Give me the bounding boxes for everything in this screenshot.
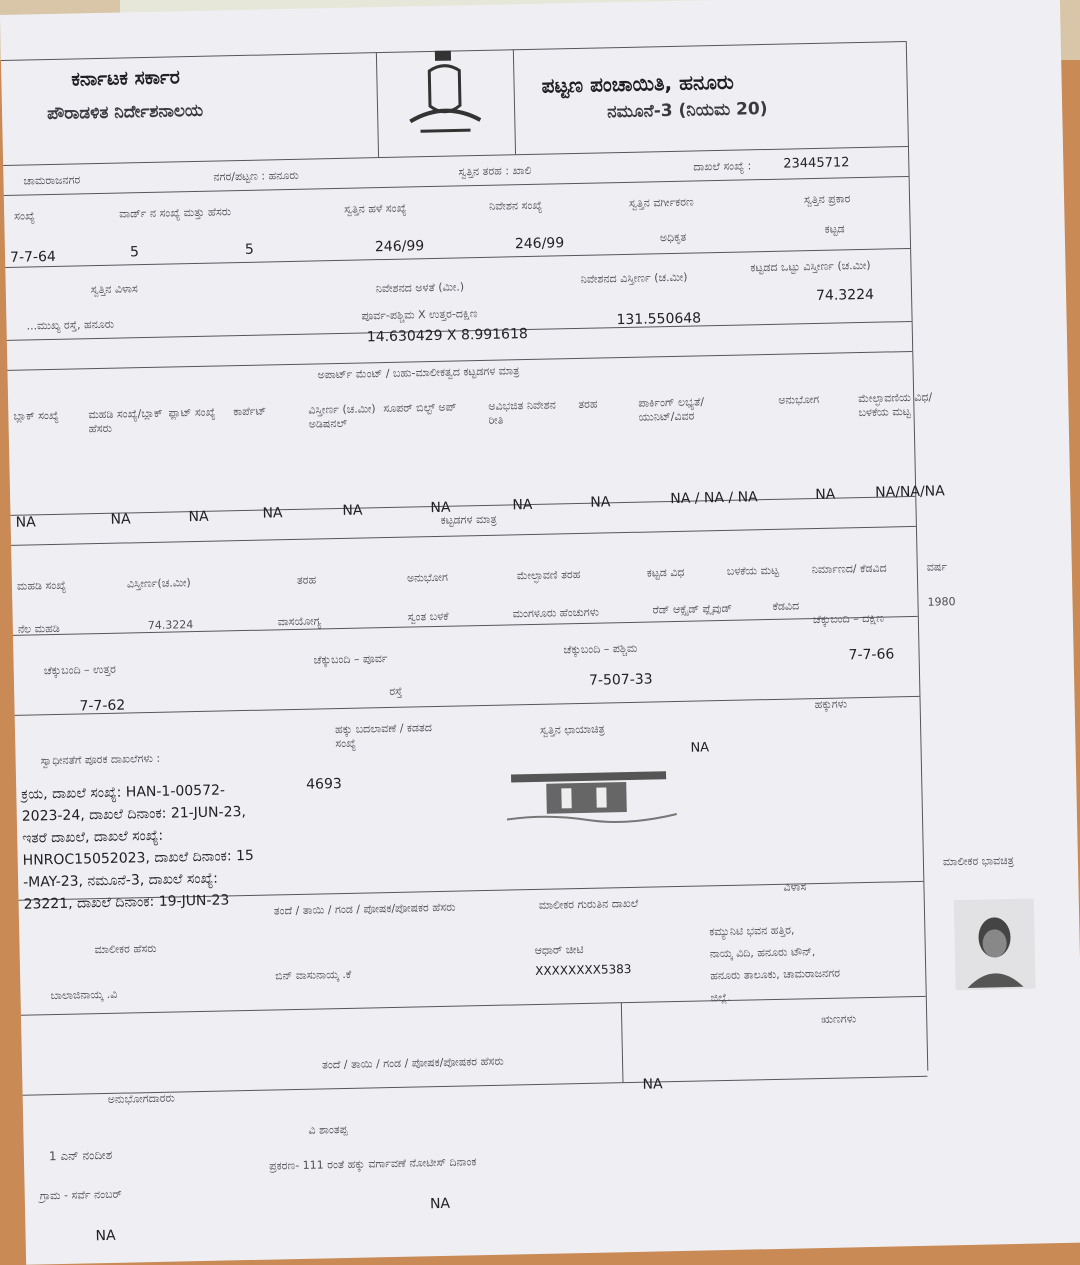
apartment-cell: NA bbox=[430, 499, 451, 517]
building-column-header: ಬಳಕೆಯ ಮಟ್ಟ bbox=[726, 563, 780, 578]
building-cell: ಸ್ವಂತ ಬಳಕೆ bbox=[407, 610, 449, 624]
building-title: ಕಟ್ಟಡಗಳ ಮಾತ್ರ bbox=[440, 512, 497, 527]
apartment-column-header: ಅವಿಭಜಿತ ನಿವೇಶನ ರೀತಿ bbox=[488, 398, 556, 427]
apartment-cell: NA bbox=[342, 502, 363, 520]
owner-id-label: ಮಾಲೀಕರ ಗುರುತಿನ ದಾಖಲೆ bbox=[538, 896, 639, 912]
building-cell: ನೆಲ ಮಹಡಿ bbox=[17, 621, 60, 636]
row1-line bbox=[4, 176, 909, 196]
dept-title: ಪೌರಾಡಳಿತ ನಿರ್ದೇಶನಾಲಯ bbox=[46, 100, 204, 125]
supporting-doc-line: HNROC15052023, ದಾಖಲೆ ದಿನಾಂಕ: 15 bbox=[22, 847, 255, 869]
east-boundary: ರಸ್ತೆ bbox=[389, 684, 403, 698]
survey-value: NA bbox=[95, 1227, 116, 1245]
building-column-header: ಕಟ್ಟಡ ವಿಧ bbox=[646, 565, 685, 580]
doc-number: 23445712 bbox=[783, 155, 850, 172]
building-cell: 74.3224 bbox=[147, 617, 194, 632]
east-boundary-label: ಚೆಕ್ಕುಬಂದಿ – ಪೂರ್ವ bbox=[313, 652, 388, 667]
address-label: ಸ್ವತ್ತಿನ ವಿಳಾಸ bbox=[90, 282, 138, 297]
apartment-column-header: ತರಹ bbox=[578, 397, 598, 411]
owner-photo bbox=[954, 899, 1036, 991]
building-column-header: ನಿರ್ಮಾಣದ/ ಕೆಡವಿದ bbox=[811, 561, 887, 577]
section-111-value: NA bbox=[429, 1195, 451, 1213]
apartment-cell: NA bbox=[262, 505, 283, 523]
supporting-doc-line: ಇತರೆ ದಾಖಲೆ, ದಾಖಲೆ ಸಂಖ್ಯೆ: bbox=[22, 827, 164, 847]
building-cell: ವಾಸಯೋಗ್ಯ bbox=[277, 614, 322, 628]
owner-photo-label: ಮಾಲೀಕರ ಭಾವಚಿತ್ರ bbox=[942, 853, 1015, 869]
building-column-header: ವಿಸ್ತೀರ್ಣ(ಚ.ಮೀ) bbox=[126, 576, 191, 591]
rights-header: ಹಕ್ಕುಗಳು bbox=[814, 697, 848, 712]
owner-address-line: ಹನೂರು ತಾಲೂಕು, ಚಾಮರಾಜನಗರ bbox=[710, 966, 841, 983]
owner-address-line: ಜಿಲ್ಲೆ. bbox=[710, 990, 731, 1005]
header-divider-1 bbox=[376, 52, 379, 157]
dims-label: ಪೂರ್ವ-ಪಶ್ಚಿಮ X ಉತ್ತರ-ದಕ್ಷಿಣ bbox=[361, 307, 478, 323]
occupant-divider bbox=[621, 1002, 624, 1082]
apartment-column-header: ಪಾರ್ಕಿಂಗ್ ಲಭ್ಯತೆ/ಯುನಿಟ್/ವಿವರ bbox=[638, 395, 705, 424]
building-area-header: ಕಟ್ಟಡದ ಒಟ್ಟು ವಿಸ್ತೀರ್ಣ (ಚ.ಮೀ) bbox=[750, 258, 871, 275]
occupant-name: 1 ಎನ್ ನಂದೀಶ bbox=[48, 1147, 113, 1164]
owner-bottom-line bbox=[21, 996, 926, 1016]
dims-header: ನಿವೇಶನದ ಅಳತೆ (ಮೀ.) bbox=[375, 280, 465, 296]
south-boundary-label: ಚೆಕ್ಕುಬಂದಿ – ದಕ್ಷಿಣ bbox=[812, 611, 885, 627]
building-column-header: ಅನುಭೋಗ bbox=[406, 570, 448, 585]
district-label: ಚಾಮರಾಜನಗರ bbox=[23, 173, 81, 188]
apartment-column-header: ಮಹಡಿ ಸಂಖ್ಯೆ/ಬ್ಲಾಕ್ ಹೆಸರು bbox=[88, 406, 163, 436]
govt-title: ಕರ್ನಾಟಕ ಸರ್ಕಾರ bbox=[71, 66, 181, 91]
liabilities-value: NA bbox=[642, 1076, 663, 1093]
liabilities-label: ಋಣಗಳು bbox=[821, 1012, 857, 1027]
header-bottom-line bbox=[3, 146, 908, 166]
supporting-doc-line: -MAY-23, ನಮೂನೆ-3, ದಾಖಲೆ ಸಂಖ್ಯೆ: bbox=[23, 870, 219, 891]
owner-id-number: XXXXXXXX5383 bbox=[534, 961, 632, 979]
apartment-cell: NA bbox=[15, 514, 36, 531]
office-title: ಪಟ್ಟಣ ಪಂಚಾಯಿತಿ, ಹನೂರು bbox=[541, 69, 734, 98]
row2-h4: ನಿವೇಶನ ಸಂಖ್ಯೆ bbox=[488, 198, 543, 213]
building-column-header: ತರಹ bbox=[296, 573, 317, 587]
survey-label: ಗ್ರಾಮ - ಸರ್ವೆ ನಂಬರ್ bbox=[39, 1187, 122, 1203]
building-cell: ಮಂಗಳೂರು ಹೆಂಚುಗಳು bbox=[512, 605, 600, 621]
apartment-title: ಅಪಾರ್ಟ್ ಮೆಂಟ್ / ಬಹು-ಮಾಲೀಕತ್ವದ ಕಟ್ಟಡಗಳ ಮಾತ್ರ bbox=[317, 364, 520, 382]
ward-name: 5 bbox=[244, 241, 255, 258]
site-area-header: ನಿವೇಶನದ ವಿಸ್ತೀರ್ಣ (ಚ.ಮೀ) bbox=[580, 270, 688, 286]
occupant-label: ಅನುಭೋಗದಾರರು bbox=[107, 1091, 175, 1106]
supporting-doc-line: 2023-24, ದಾಖಲೆ ದಿನಾಂಕ: 21-JUN-23, bbox=[21, 804, 247, 825]
owner-address-line: ನಾಯ್ಕ ವಿದಿ, ಹನೂರು ಟೌನ್, bbox=[709, 945, 816, 961]
row2-h5: ಸ್ವತ್ತಿನ ವರ್ಗೀಕರಣ bbox=[628, 195, 694, 210]
building-column-header: ಮಹಡಿ ಸಂಖ್ಯೆ bbox=[16, 578, 67, 593]
west-boundary: 7-507-33 bbox=[588, 671, 653, 689]
building-area: 74.3224 bbox=[815, 286, 875, 304]
property-photo-label: ಸ್ವತ್ತಿನ ಛಾಯಾಚಿತ್ರ bbox=[539, 722, 605, 737]
property-kind-value: ಕಟ್ಟಡ bbox=[824, 222, 845, 236]
apartment-cell: NA / NA / NA bbox=[670, 489, 758, 508]
apartment-column-header: ಬ್ಲಾಕ್ ಸಂಖ್ಯೆ bbox=[13, 408, 59, 423]
building-column-header: ವರ್ಷ bbox=[926, 560, 948, 574]
building-cell: 1980 bbox=[927, 594, 956, 609]
frame-right-line bbox=[906, 41, 929, 1071]
owner-father: ಬಿನ್ ವಾಸುನಾಯ್ಕ .ಕೆ bbox=[275, 967, 352, 983]
owner-id-type: ಆಧಾರ್ ಚೀಟಿ bbox=[534, 942, 584, 958]
north-boundary: 7-7-62 bbox=[79, 697, 126, 715]
west-boundary-label: ಚೆಕ್ಕುಬಂದಿ – ಪಶ್ಚಿಮ bbox=[563, 641, 638, 657]
site-area: 131.550648 bbox=[616, 310, 702, 329]
supporting-doc-line: ಕ್ರಯ, ದಾಖಲೆ ಸಂಖ್ಯೆ: HAN-1-00572- bbox=[21, 782, 226, 803]
classification-value: ಅಧಿಕೃತ bbox=[659, 230, 687, 245]
apartment-cell: NA bbox=[110, 511, 131, 528]
site-dimensions: 14.630429 X 8.991618 bbox=[366, 326, 528, 346]
old-property-no: 246/99 bbox=[374, 238, 425, 256]
occupant-father: ವಿ ಶಾಂತಪ್ಪ bbox=[308, 1122, 348, 1137]
row2-h3: ಸ್ವತ್ತಿನ ಹಳೆ ಸಂಖ್ಯೆ bbox=[344, 201, 407, 216]
north-boundary-label: ಚೆಕ್ಕುಬಂದಿ – ಉತ್ತರ bbox=[43, 662, 117, 678]
owner-name: ಬಾಲಾಜಿನಾಯ್ಕ .ವಿ bbox=[50, 987, 118, 1003]
ward-no: 5 bbox=[129, 244, 140, 261]
south-boundary: 7-7-66 bbox=[848, 646, 895, 664]
owner-father-label: ತಂದೆ / ತಾಯಿ / ಗಂಡ / ಪೋಷಕ/ಪೋಷಕರ ಹೆಸರು bbox=[273, 900, 456, 918]
rights-change-no: 4693 bbox=[306, 776, 342, 793]
building-cell: ರೆಡ್ ಆಕ್ಸೈಡ್ ಪ್ಲೈವುಡ್ bbox=[652, 601, 733, 617]
header-divider-2 bbox=[513, 49, 516, 154]
apartment-cell: NA bbox=[512, 496, 533, 514]
apartment-column-header: ವಿಸ್ತೀರ್ಣ (ಚ.ಮೀ) ಅಡಿಷನಲ್ bbox=[308, 402, 376, 431]
apartment-cell: NA bbox=[188, 508, 209, 525]
property-photo-image bbox=[506, 756, 678, 840]
property-photo-na: NA bbox=[690, 740, 710, 756]
apartment-cell: NA bbox=[815, 486, 836, 504]
apartment-cell: NA bbox=[590, 493, 611, 511]
apartment-column-header: ಫ್ಲಾಟ್ ಸಂಖ್ಯೆ bbox=[168, 405, 216, 420]
rights-change-label: ಹಕ್ಕು ಬದಲಾವಣೆ / ಕಡತದ ಸಂಖ್ಯೆ bbox=[334, 721, 432, 751]
owner-address-label: ವಿಳಾಸ bbox=[783, 880, 807, 894]
building-cell: ಕೆಡವಿದ bbox=[772, 599, 800, 613]
apartment-column-header: ಕಾರ್ಪೆಟ್ bbox=[233, 404, 267, 419]
row2-h6: ಸ್ವತ್ತಿನ ಪ್ರಕಾರ bbox=[803, 192, 851, 207]
row2-h2: ವಾರ್ಡ್ ನ ಸಂಖ್ಯೆ ಮತ್ತು ಹೆಸರು bbox=[119, 205, 232, 221]
owner-address-line: ಕಮ್ಯುನಿಟಿ ಭವನ ಹತ್ತಿರ, bbox=[709, 923, 795, 939]
section-111-label: ಪ್ರಕರಣ- 111 ರಂತೆ ಹಕ್ಕು ವರ್ಗಾವಣೆ ನೋಟೀಸ್ ದಿನಾಂಕ bbox=[269, 1155, 477, 1173]
town-label: ನಗರ/ಪಟ್ಟಣ : ಹನೂರು bbox=[213, 168, 299, 184]
occupant-father-label: ತಂದೆ / ತಾಯಿ / ಗಂಡ / ಪೋಷಕ/ಪೋಷಕರ ಹೆಸರು bbox=[321, 1054, 504, 1072]
doc-no-label: ದಾಖಲೆ ಸಂಖ್ಯೆ : bbox=[693, 159, 752, 174]
property-no: 7-7-64 bbox=[9, 248, 56, 266]
form-title: ನಮೂನೆ-3 (ನಿಯಮ 20) bbox=[606, 98, 768, 123]
state-emblem-icon bbox=[389, 45, 501, 147]
building-title-line bbox=[11, 526, 916, 546]
owner-name-label: ಮಾಲೀಕರ ಹೆಸರು bbox=[94, 941, 157, 957]
property-address: ...ಮುಖ್ಯ ರಸ್ತೆ, ಹನೂರು bbox=[26, 317, 115, 333]
docs-label: ಸ್ವಾಧೀನತೆಗೆ ಪೂರಕ ದಾಖಲೆಗಳು : bbox=[40, 751, 161, 768]
apartment-column-header: ಅನುಭೋಗ bbox=[778, 392, 820, 407]
supporting-doc-line: 23221, ದಾಖಲೆ ದಿನಾಂಕ: 19-JUN-23 bbox=[23, 892, 230, 913]
apartment-column-header: ಮೇಲ್ಛಾವಣಿಯ ವಿಧ/ಬಳಕೆಯ ಮಟ್ಟ bbox=[858, 390, 933, 420]
building-column-header: ಮೇಲ್ಛಾವಣಿ ತರಹ bbox=[516, 567, 581, 583]
site-no: 246/99 bbox=[514, 235, 565, 253]
property-type-label: ಸ್ವತ್ತಿನ ತರಹ : ಖಾಲಿ bbox=[458, 163, 532, 179]
apartment-cell: NA/NA/NA bbox=[875, 483, 945, 501]
row2-h1: ಸಂಖ್ಯೆ bbox=[14, 209, 36, 223]
boundary-bottom-line bbox=[15, 696, 920, 716]
apartment-column-header: ಸೂಪರ್ ಬಿಲ್ಟ್ ಅಪ್ bbox=[383, 400, 457, 416]
